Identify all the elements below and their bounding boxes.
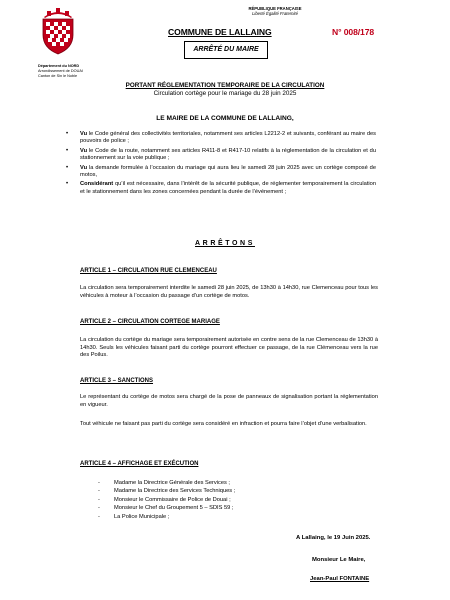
article-2-text: La circulation du cortège du mariage sera temporairement autorisée en contre sens de la rue Clemenceau de 13h30 à 14h30. Seuls les véhicules faisant parti du cortège pourront effectuer ce passage, de la rue Clémenceau vers la rue des Poilus. xyxy=(80,337,378,359)
consideration-text: le Code de la route, notamment ses articles R411-8 et R417-10 relatifs à la réglementation de la circulation et du stationnement sur la voie publique ; xyxy=(80,147,376,162)
recipients-list xyxy=(114,479,235,521)
commune-crest-logo xyxy=(38,5,78,55)
consideration-keyword: Vu xyxy=(80,147,88,154)
consideration-text: la demande formulée à l’occasion du mariage qui aura lieu le samedi 28 juin 2025 avec un cortège composé de motos, xyxy=(80,164,376,179)
arretons-heading: ARRÊTONS xyxy=(195,240,255,247)
side-canton: Canton de Sin le Noble xyxy=(38,74,78,78)
commune-title: COMMUNE DE LALLAING xyxy=(168,27,272,37)
article-4-title: ARTICLE 4 – AFFICHAGE ET EXÉCUTION xyxy=(80,461,199,467)
recipient-item: - La Police Municipale ; xyxy=(114,513,235,521)
signature-name: Jean-Paul FONTAINE xyxy=(310,576,370,582)
republic-line: RÉPUBLIQUE FRANÇAISE xyxy=(248,6,302,11)
article-3-title: ARTICLE 3 – SANCTIONS xyxy=(80,378,154,384)
consideration-item xyxy=(80,131,376,146)
article-3-text-2: Tout véhicule ne faisant pas parti du cortège sera considéré en infraction et pourra faire l’objet d’une verbalisation. xyxy=(80,421,367,427)
considerations-list xyxy=(80,131,376,198)
article-1-title: ARTICLE 1 – CIRCULATION RUE CLEMENCEAU xyxy=(80,268,217,274)
side-info xyxy=(38,64,83,79)
consideration-item xyxy=(80,181,376,196)
side-arrondissement: Arrondissement de DOUAI xyxy=(38,69,83,73)
consideration-text: qu’il est nécessaire, dans l’intérêt de la sécurité publique, de réglementer temporairement la circulation et le stationnement dans les zones concernées pendant la durée de l’événement ; xyxy=(80,181,376,195)
republic-heading xyxy=(200,6,350,16)
subject-subtitle: Circulation cortège pour le mariage du 28 juin 2025 xyxy=(153,90,297,97)
republic-motto: Liberté Égalité Fraternité xyxy=(252,11,298,16)
subject-title: PORTANT RÉGLEMENTATION TEMPORAIRE DE LA CIRCULATION xyxy=(125,82,325,89)
arrete-box: ARRÊTÉ DU MAIRE xyxy=(184,41,268,59)
signature-place-date: A Lallaing, le 19 Juin 2025. xyxy=(296,535,371,541)
consideration-keyword: Considérant xyxy=(80,181,114,188)
recipient-item: - Madame la Directrice Générale des Services ; xyxy=(114,479,235,487)
recipient-item: - Monsieur le Commissaire de Police de Douai ; xyxy=(114,496,235,504)
article-1-text: La circulation sera temporairement interdite le samedi 28 juin 2025, de 13h30 à 14h30, rue Clemenceau pour tous les véhicules à moteur à l’occasion du passage d’un cortège de motos. xyxy=(80,285,378,299)
signature-title: Monsieur Le Maire, xyxy=(312,557,366,563)
consideration-item xyxy=(80,165,376,180)
recipient-item: - Madame la Directrice des Services Techniques ; xyxy=(114,487,235,495)
maire-heading: LE MAIRE DE LA COMMUNE DE LALLAING, xyxy=(156,115,294,122)
side-department: Département du NORD xyxy=(38,64,80,68)
consideration-keyword: Vu xyxy=(80,164,88,171)
article-3-text-1: Le représentant du cortège de motos sera chargé de la pose de panneaux de signalisation portant la réglementation en vigueur. xyxy=(80,394,378,408)
recipient-item: - Monsieur le Chef du Groupement 5 – SDIS 59 ; xyxy=(114,504,235,512)
article-2-title: ARTICLE 2 – CIRCULATION CORTEGE MARIAGE xyxy=(80,319,220,325)
consideration-text: le Code général des collectivités territoriales, notamment ses articles L2212-2 et suivants, conférant au maire des pouvoirs de police ; xyxy=(80,131,376,145)
consideration-keyword: Vu xyxy=(80,131,88,137)
consideration-item xyxy=(80,148,376,163)
arrete-number: N° 008/178 xyxy=(332,27,375,37)
